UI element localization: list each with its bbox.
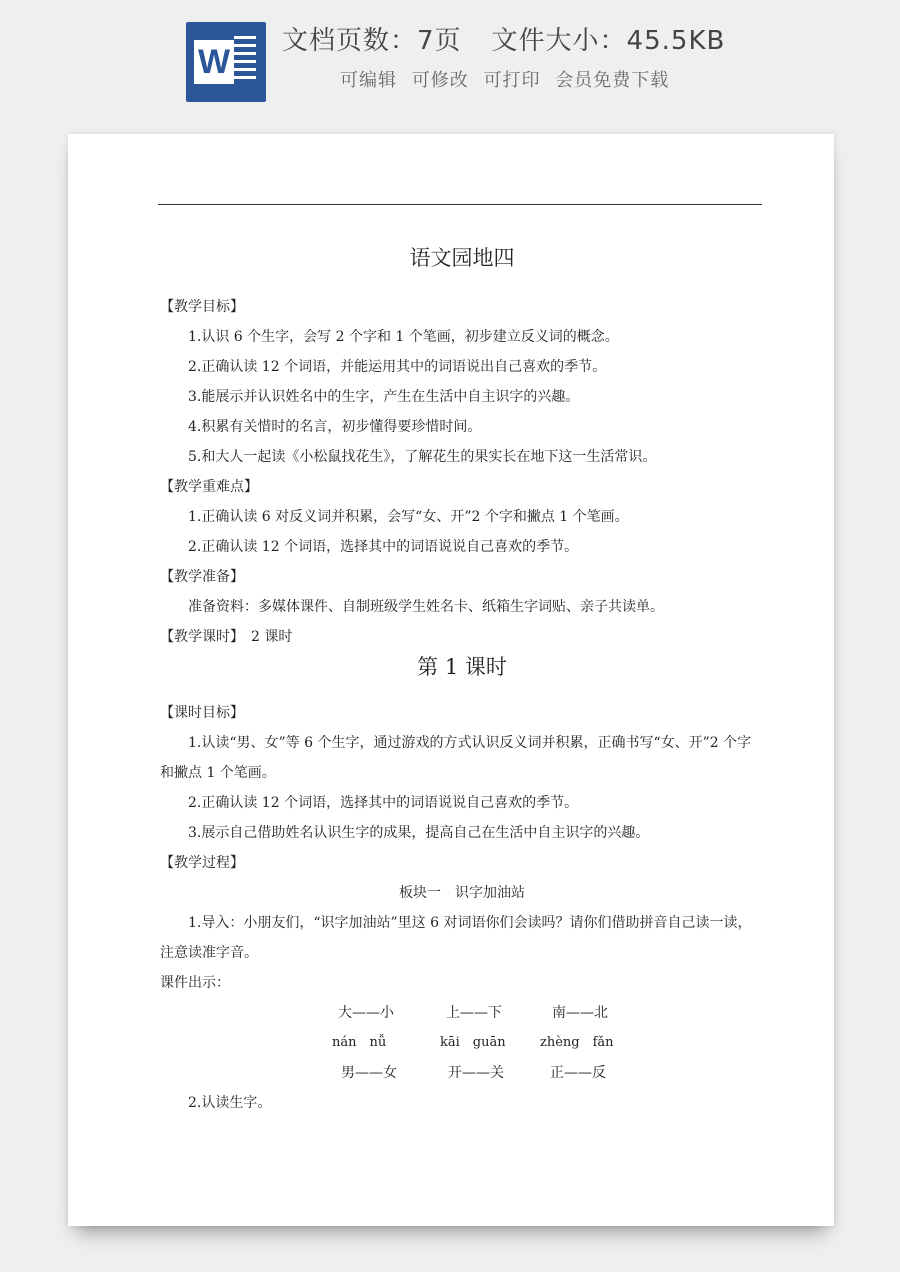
goals-heading: 【教学目标】 [160,299,244,315]
hours-value: 2 课时 [251,629,293,645]
keypoint-item: 2.正确认读 12 个词语，选择其中的词语说说自己喜欢的季节。 [188,539,579,555]
lesson-title: 第 1 课时 [417,655,507,679]
lesson-goals-heading: 【课时目标】 [160,705,244,721]
antonym-pair: 上——下 [446,1005,502,1021]
keypoints-heading: 【教学重难点】 [160,479,258,495]
goal-item: 3.能展示并认识姓名中的生字，产生在生活中自主识字的兴趣。 [188,389,580,405]
lesson-goal-item: 3.展示自己借助姓名认识生字的成果，提高自己在生活中自主识字的兴趣。 [188,825,650,841]
antonym-row [160,1058,764,1088]
feature-printable: 可打印 [483,70,541,91]
goal-item: 1.认识 6 个生字，会写 2 个字和 1 个笔画，初步建立反义词的概念。 [188,329,619,345]
goal-item: 4.积累有关惜时的名言，初步懂得要珍惜时间。 [188,419,482,435]
goal-item: 5.和大人一起读《小松鼠找花生》，了解花生的果实长在地下这一生活常识。 [188,449,657,465]
lesson-goal-item: 1.认读“男、女”等 6 个生字，通过游戏的方式认识反义词并积累，正确书写“女、开”2 个字和撇点 1 个笔画。 [160,735,752,781]
hours-heading: 【教学课时】 [160,629,237,645]
feature-editable: 可编辑 [340,70,397,91]
download-banner [0,0,900,120]
antonym-pair: 开——关 [448,1065,504,1081]
file-info [282,20,725,57]
goal-item: 2.正确认读 12 个词语，并能运用其中的词语说出自己喜欢的季节。 [188,359,607,375]
process-heading: 【教学过程】 [160,855,244,871]
file-size-label: 文件大小：45.5KB [491,26,726,56]
word-document-icon [186,22,266,102]
page-count-label: 文档页数：7页 [282,26,462,56]
antonym-pair: 南——北 [552,1005,608,1021]
pinyin-pair: nán nǚ [332,1035,387,1050]
header-rule [158,204,762,205]
document-page [68,134,834,1226]
antonym-pair: 大——小 [338,1005,394,1021]
lesson-goal-item: 2.正确认读 12 个词语，选择其中的词语说说自己喜欢的季节。 [188,795,579,811]
pinyin-pair: kāi guān [440,1035,506,1050]
step-paragraph: 1.导入：小朋友们，“识字加油站”里这 6 对词语你们会读吗？请你们借助拼音自己读一读，注意读准字音。 [160,915,752,961]
feature-modifiable: 可修改 [411,70,469,91]
pinyin-pair: zhèng fǎn [540,1035,614,1050]
feature-list [340,66,677,92]
hours-line [160,622,764,652]
feature-member-download: 会员免费下载 [555,70,670,91]
block-title: 板块一 识字加油站 [399,885,525,901]
keypoint-item: 1.正确认读 6 对反义词并积累，会写“女、开”2 个字和撇点 1 个笔画。 [188,509,629,525]
document-title: 语文园地四 [409,246,515,270]
pinyin-row [160,1028,764,1058]
prep-heading: 【教学准备】 [160,569,244,585]
antonym-pair: 正——反 [550,1065,606,1081]
step-paragraph: 2.认读生字。 [188,1095,272,1111]
prep-text: 准备资料：多媒体课件、自制班级学生姓名卡、纸箱生字词贴、亲子共读单。 [188,599,664,615]
courseware-label: 课件出示： [160,975,230,991]
antonym-pair: 男——女 [341,1065,397,1081]
word-icon-letter: W [194,40,234,84]
antonym-row [160,998,764,1028]
document-body [160,246,764,1118]
